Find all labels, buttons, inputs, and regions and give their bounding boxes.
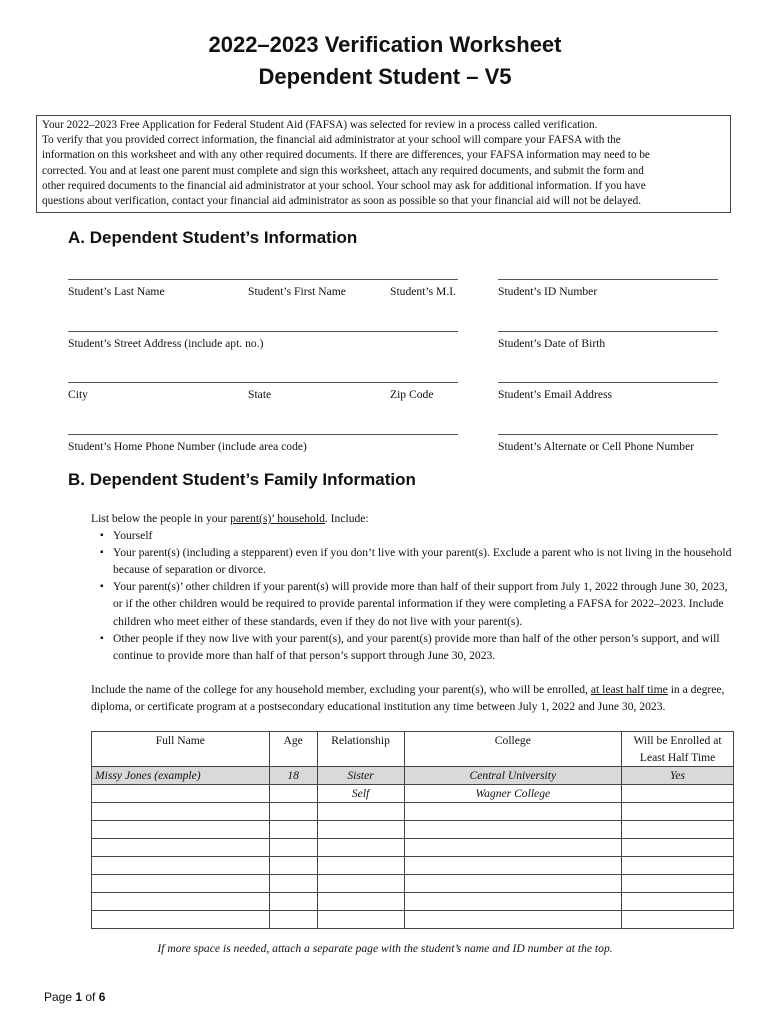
table-row xyxy=(92,785,734,803)
cell-full-name[interactable] xyxy=(92,893,270,911)
cell-half-time[interactable] xyxy=(622,785,734,803)
cell-full-name[interactable] xyxy=(92,911,270,929)
id-number-label: Student’s ID Number xyxy=(498,285,598,298)
intro-box xyxy=(36,115,731,213)
cell-age[interactable] xyxy=(269,803,317,821)
page-total: 6 xyxy=(98,990,106,1004)
dob-label: Student’s Date of Birth xyxy=(498,337,606,350)
intro-line: information on this worksheet and with any other required documents. If there are differences, your FAFSA information may need to be xyxy=(42,149,650,162)
page-title: 2022–2023 Verification Worksheet xyxy=(208,32,562,57)
dob-fill-line[interactable] xyxy=(498,331,718,332)
id-fill-line[interactable] xyxy=(498,279,718,280)
street-label: Student’s Street Address (include apt. no.) xyxy=(68,337,264,350)
cell-age[interactable] xyxy=(269,857,317,875)
cell-relationship[interactable]: Self xyxy=(317,785,404,803)
home-phone-fill-line[interactable] xyxy=(68,434,458,435)
email-label: Student’s Email Address xyxy=(498,388,613,401)
cell-relationship: Sister xyxy=(317,767,404,785)
bullet-item: ▪ Your parent(s)’ other children if your parent(s) will provide more than half of their support from July 1, 2022 through June 30, 2023, or if the other children would be required to provide parental information if they were completing a FAFSA for 2022–2023. Include children who meet either of these standards, even if they do not live with your parent(s). xyxy=(113,578,736,629)
college-note-end: in a degree, diploma, or certificate program at a postsecondary educational institution any time between July 1, 2022 and June 30, 2023. xyxy=(91,683,725,714)
cell-full-name[interactable] xyxy=(92,857,270,875)
page-subtitle: Dependent Student – V5 xyxy=(258,64,512,89)
page-prefix: Page xyxy=(44,990,76,1004)
last-name-label: Student’s Last Name xyxy=(68,285,165,298)
cell-half-time[interactable] xyxy=(622,821,734,839)
cell-college[interactable] xyxy=(404,893,622,911)
cell-relationship[interactable] xyxy=(317,803,404,821)
bullet-item: ▪ Yourself xyxy=(113,527,736,544)
cell-age[interactable] xyxy=(269,785,317,803)
cell-college[interactable] xyxy=(404,875,622,893)
cell-age: 18 xyxy=(269,767,317,785)
alt-phone-fill-line[interactable] xyxy=(498,434,718,435)
household-intro-text: List below the people in your xyxy=(91,512,231,525)
cell-age[interactable] xyxy=(269,821,317,839)
section-a-heading: A. Dependent Student’s Information xyxy=(68,228,358,247)
cell-half-time[interactable] xyxy=(622,803,734,821)
intro-line: corrected. You and at least one parent must complete and sign this worksheet, attach any required documents, and submit the form and xyxy=(42,164,644,177)
col-header-college: College xyxy=(404,732,622,767)
cell-half-time[interactable] xyxy=(622,857,734,875)
home-phone-label: Student’s Home Phone Number (include area code) xyxy=(68,440,307,453)
household-bullet-list xyxy=(91,527,736,664)
col-header-full-name: Full Name xyxy=(92,732,270,767)
alt-phone-label: Student’s Alternate or Cell Phone Number xyxy=(498,440,695,453)
cell-full-name[interactable] xyxy=(92,785,270,803)
cell-college[interactable] xyxy=(404,857,622,875)
bullet-item: ▪ Your parent(s) (including a stepparent) even if you don’t live with your parent(s). Exclude a parent who is not living in the household because of separation or divorce. xyxy=(113,544,736,578)
mi-label: Student’s M.I. xyxy=(390,285,457,298)
cell-relationship[interactable] xyxy=(317,875,404,893)
col-header-half-time: Will be Enrolled at Least Half Time xyxy=(622,732,734,767)
table-header-row xyxy=(92,732,734,767)
household-table xyxy=(91,731,734,929)
table-row xyxy=(92,803,734,821)
college-instructions xyxy=(91,681,736,715)
cell-relationship[interactable] xyxy=(317,911,404,929)
table-row xyxy=(92,911,734,929)
cell-age[interactable] xyxy=(269,875,317,893)
intro-line: To verify that you provided correct information, the financial aid administrator at your school will compare your FAFSA with the xyxy=(42,134,621,147)
city-state-zip-fill-line[interactable] xyxy=(68,382,458,383)
page-number xyxy=(44,990,105,1004)
name-fill-line[interactable] xyxy=(68,279,458,280)
table-row xyxy=(92,893,734,911)
cell-relationship[interactable] xyxy=(317,839,404,857)
cell-college[interactable] xyxy=(404,911,622,929)
cell-full-name: Missy Jones (example) xyxy=(92,767,270,785)
cell-college[interactable] xyxy=(404,803,622,821)
col-header-age: Age xyxy=(269,732,317,767)
city-label: City xyxy=(68,388,88,401)
table-row xyxy=(92,839,734,857)
first-name-label: Student’s First Name xyxy=(248,285,346,298)
cell-college[interactable]: Wagner College xyxy=(404,785,622,803)
intro-line: other required documents to the financial aid administrator at your school. Your school may ask for additional information. If you have xyxy=(42,179,646,192)
cell-relationship[interactable] xyxy=(317,893,404,911)
more-space-note: If more space is needed, attach a separate page with the student’s name and ID number at the top. xyxy=(157,942,613,955)
cell-relationship[interactable] xyxy=(317,857,404,875)
intro-line: questions about verification, contact your financial aid administrator as soon as possible so that your financial aid will not be delayed. xyxy=(42,195,641,208)
col-header-relationship: Relationship xyxy=(317,732,404,767)
bullet-item: ▪ Other people if they now live with your parent(s), and your parent(s) provide more than half of the other person’s support, and will continue to provide more than half of that person’s support through June 30, 2023. xyxy=(113,630,736,664)
cell-age[interactable] xyxy=(269,893,317,911)
cell-full-name[interactable] xyxy=(92,839,270,857)
cell-age[interactable] xyxy=(269,911,317,929)
half-time-term: at least half time xyxy=(590,683,668,696)
zip-label: Zip Code xyxy=(390,388,434,401)
cell-half-time: Yes xyxy=(622,767,734,785)
household-instructions xyxy=(91,510,736,664)
cell-relationship[interactable] xyxy=(317,821,404,839)
street-fill-line[interactable] xyxy=(68,331,458,332)
cell-college: Central University xyxy=(404,767,622,785)
table-row xyxy=(92,857,734,875)
cell-half-time[interactable] xyxy=(622,893,734,911)
cell-college[interactable] xyxy=(404,821,622,839)
section-b-heading: B. Dependent Student’s Family Information xyxy=(68,470,416,489)
cell-full-name[interactable] xyxy=(92,803,270,821)
cell-half-time[interactable] xyxy=(622,875,734,893)
college-note-text: Include the name of the college for any household member, excluding your parent(s), who will be enrolled, xyxy=(91,683,591,696)
table-row xyxy=(92,767,734,785)
cell-full-name[interactable] xyxy=(92,875,270,893)
household-term: parent(s)’ household xyxy=(230,512,325,525)
cell-full-name[interactable] xyxy=(92,821,270,839)
cell-college[interactable] xyxy=(404,839,622,857)
household-intro xyxy=(91,510,736,527)
cell-age[interactable] xyxy=(269,839,317,857)
state-label: State xyxy=(248,388,272,401)
table-row xyxy=(92,875,734,893)
cell-half-time[interactable] xyxy=(622,839,734,857)
page-current: 1 xyxy=(75,990,83,1004)
page-of: of xyxy=(82,990,99,1004)
cell-half-time[interactable] xyxy=(622,911,734,929)
intro-line: Your 2022–2023 Free Application for Federal Student Aid (FAFSA) was selected for review in a process called verification. xyxy=(42,119,598,131)
table-row xyxy=(92,821,734,839)
email-fill-line[interactable] xyxy=(498,382,718,383)
household-intro-end: . Include: xyxy=(324,512,369,525)
